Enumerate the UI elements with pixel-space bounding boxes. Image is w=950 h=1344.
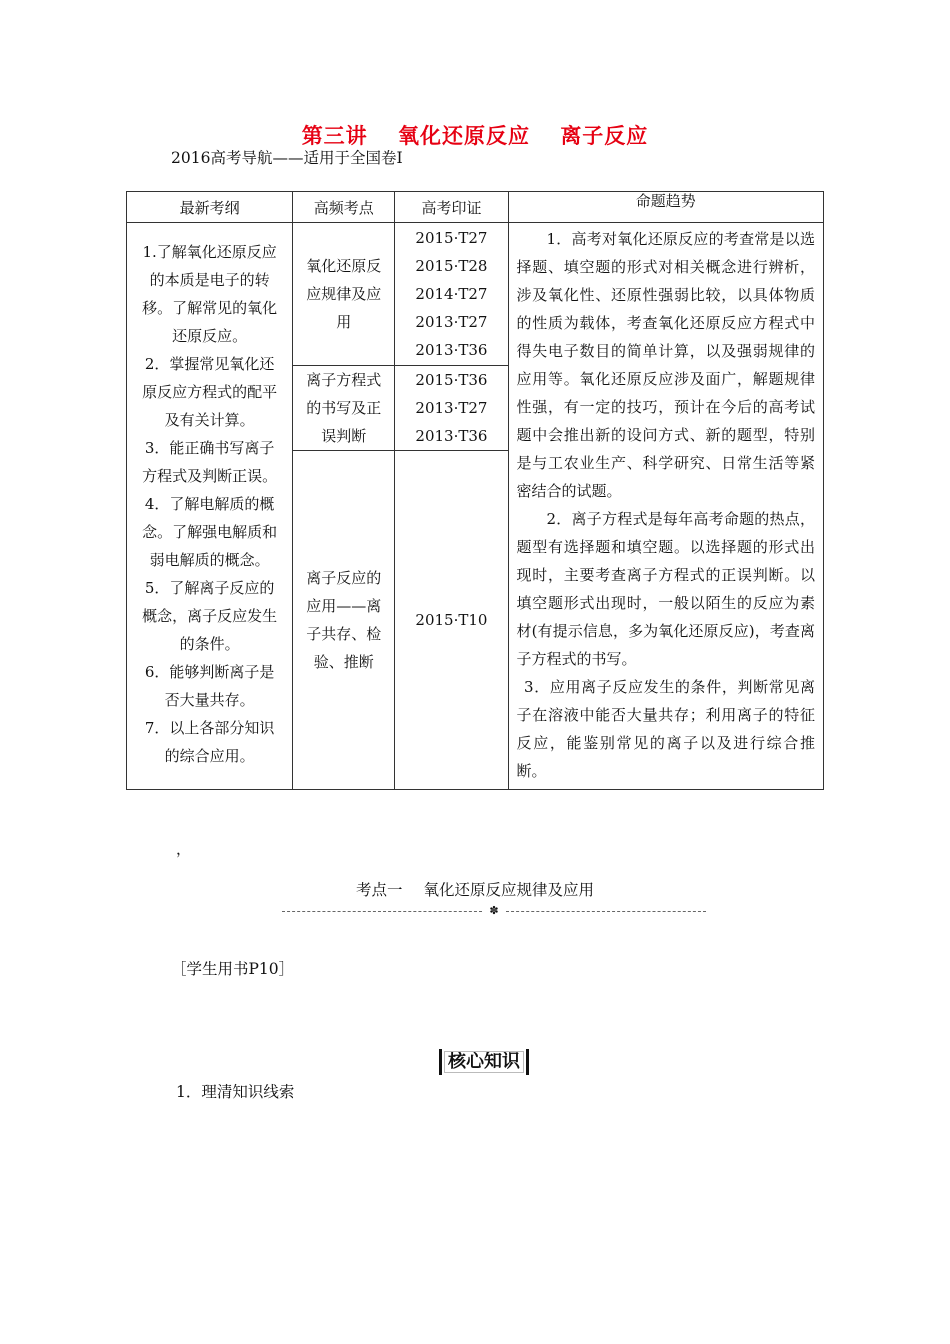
exam-ref: 2013·T27 — [415, 313, 488, 331]
syllabus-item: 1.了解氧化还原反应的本质是电子的转移。了解常见的氧化还原反应。 — [142, 243, 278, 345]
book-reference: ［学生用书P10］ — [171, 960, 295, 978]
exam-list-ionic-application — [395, 451, 508, 790]
exam-ref: 2015·T28 — [415, 257, 488, 275]
header-syllabus: 最新考纲 — [127, 192, 293, 223]
exam-ref: 2013·T36 — [415, 341, 488, 359]
exam-overview-table — [126, 191, 824, 790]
syllabus-item: 6．能够判断离子是否大量共存。 — [144, 663, 275, 709]
title-topic-2: 离子反应 — [560, 124, 649, 148]
table-header-row — [127, 192, 824, 223]
syllabus-item: 3．能正确书写离子方程式及判断正误。 — [142, 439, 278, 485]
header-trends: 命题趋势 — [508, 192, 823, 223]
core-knowledge-badge: 核心知识 — [439, 1049, 529, 1075]
section-divider — [282, 903, 706, 919]
syllabus-item: 7．以上各部分知识的综合应用。 — [144, 719, 275, 765]
trend-paragraph: 3．应用离子反应发生的条件，判断常见离子在溶液中能否大量共存；利用离子的特征反应，能鉴别常见的离子以及进行综合推断。 — [516, 678, 815, 780]
divider-line — [506, 911, 706, 912]
title-lecture: 第三讲 — [301, 124, 368, 148]
table-row — [127, 223, 824, 366]
exam-ref: 2013·T27 — [415, 399, 488, 417]
flower-icon: ✽ — [489, 904, 499, 917]
syllabus-cell — [127, 223, 293, 790]
exam-ref: 2015·T27 — [415, 229, 488, 247]
header-topics: 高频考点 — [293, 192, 395, 223]
trend-paragraph: 1．高考对氧化还原反应的考查常是以选择题、填空题的形式对相关概念进行辨析，涉及氧化性、还原性强弱比较，以具体物质的性质为载体，考查氧化还原反应方程式中得失电子数目的简单计算，以及强弱规律的应用等。氧化还原反应涉及面广，解题规律性强，有一定的技巧，预计在今后的高考试题中会推出新的设问方式、新的题型，特别是与工农业生产、科学研究、日常生活等紧密结合的试题。 — [516, 230, 815, 500]
syllabus-item: 4．了解电解质的概念。了解强电解质和弱电解质的概念。 — [142, 495, 278, 569]
title-topic-1: 氧化还原反应 — [398, 124, 530, 148]
exam-list-ionic-equation — [395, 366, 508, 451]
syllabus-item: 5．了解离子反应的概念，离子反应发生的条件。 — [142, 579, 278, 653]
exam-guide-subtitle: 2016高考导航——适用于全国卷Ⅰ — [171, 149, 403, 167]
exam-list-redox — [395, 223, 508, 366]
page-title — [0, 120, 950, 150]
exam-ref: 2015·T10 — [415, 611, 488, 629]
exam-ref: 2014·T27 — [415, 285, 488, 303]
topic-ionic-application: 离子反应的应用——离子共存、检验、推断 — [293, 451, 395, 790]
section-label: 考点一 — [356, 881, 403, 899]
header-exams: 高考印证 — [395, 192, 508, 223]
trends-cell — [508, 223, 823, 790]
subsection-heading: 1．理清知识线索 — [176, 1083, 295, 1101]
section-name: 氧化还原反应规律及应用 — [423, 881, 594, 899]
exam-ref: 2015·T36 — [415, 371, 488, 389]
topic-ionic-equation: 离子方程式的书写及正误判断 — [293, 366, 395, 451]
syllabus-item: 2．掌握常见氧化还原反应方程式的配平及有关计算。 — [142, 355, 278, 429]
topic-redox: 氧化还原反应规律及应用 — [293, 223, 395, 366]
stray-comma: ， — [176, 840, 192, 858]
divider-line — [282, 911, 482, 912]
exam-ref: 2013·T36 — [415, 427, 488, 445]
trend-paragraph: 2．离子方程式是每年高考命题的热点，题型有选择题和填空题。以选择题的形式出现时，主要考查离子方程式的正误判断。以填空题形式出现时，一般以陌生的反应为素材(有提示信息，多为氧化还原反应)，考查离子方程式的书写。 — [516, 510, 815, 668]
section-heading — [0, 878, 950, 900]
